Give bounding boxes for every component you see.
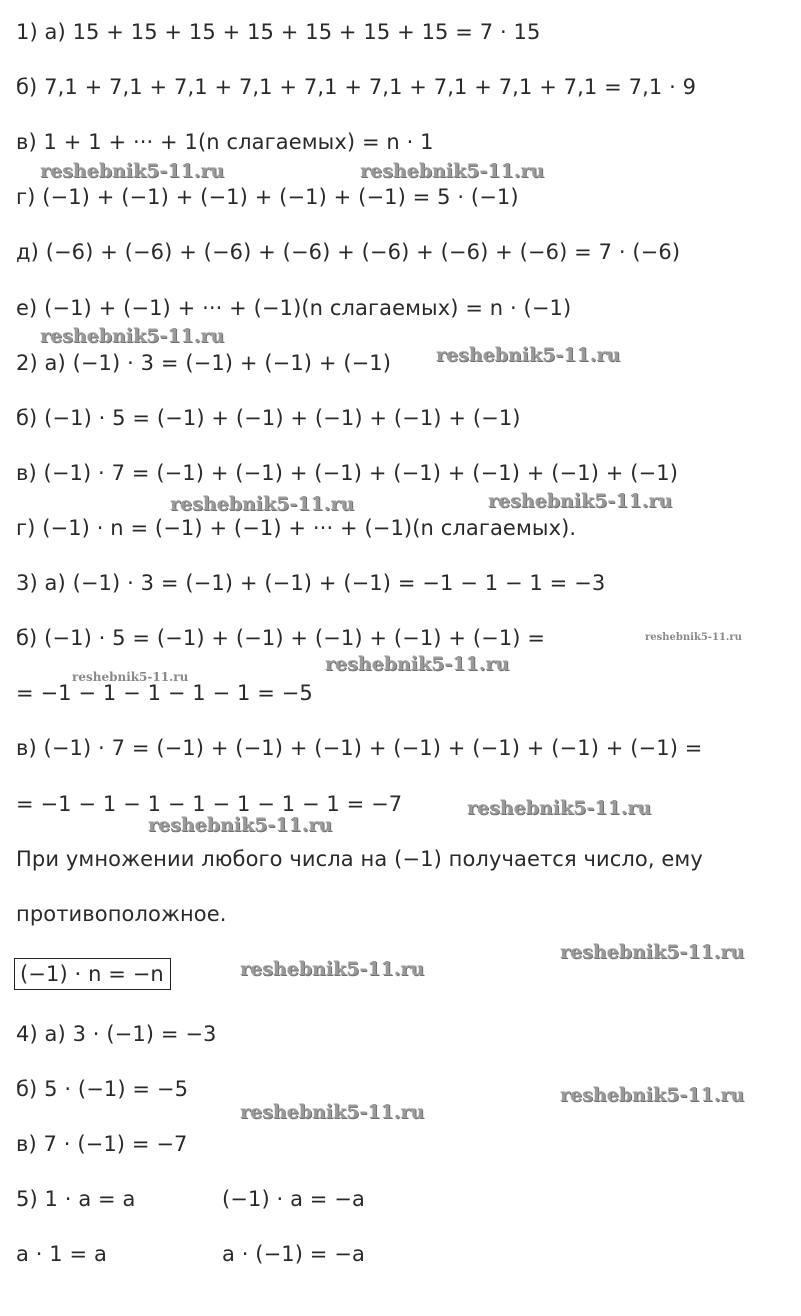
watermark: reshebnik5-11.ru (40, 325, 225, 347)
watermark: reshebnik5-11.ru (240, 958, 425, 980)
line-4a: 4) а) 3 · (−1) = −3 (16, 1022, 217, 1046)
line-2b: б) (−1) · 5 = (−1) + (−1) + (−1) + (−1) + (−1) (16, 406, 521, 430)
watermark: reshebnik5-11.ru (170, 493, 355, 515)
watermark: reshebnik5-11.ru (360, 160, 545, 182)
line-2a: 2) а) (−1) · 3 = (−1) + (−1) + (−1) (16, 351, 392, 375)
line-4v: в) 7 · (−1) = −7 (16, 1132, 188, 1156)
line-3b: б) (−1) · 5 = (−1) + (−1) + (−1) + (−1) + (−1) = (16, 626, 546, 650)
line-1g: г) (−1) + (−1) + (−1) + (−1) + (−1) = 5 · (−1) (16, 185, 519, 209)
line-1d: д) (−6) + (−6) + (−6) + (−6) + (−6) + (−6) + (−6) = 7 · (−6) (16, 240, 681, 264)
line-3v: в) (−1) · 7 = (−1) + (−1) + (−1) + (−1) + (−1) + (−1) + (−1) = (16, 736, 703, 760)
line-2g: г) (−1) · n = (−1) + (−1) + ··· + (−1)(n слагаемых). (16, 516, 577, 540)
line-5-left: 5) 1 · a = a (16, 1187, 136, 1211)
watermark: reshebnik5-11.ru (40, 160, 225, 182)
watermark: reshebnik5-11.ru (72, 670, 189, 684)
line-1v: в) 1 + 1 + ··· + 1(n слагаемых) = n · 1 (16, 130, 434, 154)
watermark: reshebnik5-11.ru (488, 490, 673, 512)
conclusion-line-1: При умножении любого числа на (−1) получается число, ему (16, 847, 703, 871)
watermark: reshebnik5-11.ru (560, 941, 745, 963)
rule-box: (−1) · n = −n (14, 958, 171, 990)
boxed-rule (14, 958, 171, 990)
line-4b: б) 5 · (−1) = −5 (16, 1077, 189, 1101)
line-3v-cont: = −1 − 1 − 1 − 1 − 1 − 1 − 1 = −7 (16, 792, 403, 816)
line-6-right: a · (−1) = −a (222, 1242, 365, 1266)
watermark: reshebnik5-11.ru (325, 653, 510, 675)
line-1b: б) 7,1 + 7,1 + 7,1 + 7,1 + 7,1 + 7,1 + 7,1 + 7,1 + 7,1 = 7,1 · 9 (16, 75, 697, 99)
conclusion-line-2: противоположное. (16, 902, 227, 926)
watermark: reshebnik5-11.ru (240, 1101, 425, 1123)
watermark: reshebnik5-11.ru (467, 797, 652, 819)
watermark: reshebnik5-11.ru (148, 814, 333, 836)
line-3b-cont: = −1 − 1 − 1 − 1 − 1 = −5 (16, 681, 313, 705)
watermark: reshebnik5-11.ru (560, 1084, 745, 1106)
line-1a: 1) а) 15 + 15 + 15 + 15 + 15 + 15 + 15 = 7 · 15 (16, 20, 541, 44)
line-2v: в) (−1) · 7 = (−1) + (−1) + (−1) + (−1) + (−1) + (−1) + (−1) (16, 461, 678, 485)
watermark: reshebnik5-11.ru (436, 344, 621, 366)
line-5-right: (−1) · a = −a (222, 1187, 365, 1211)
line-6-left: a · 1 = a (16, 1242, 107, 1266)
line-3a: 3) а) (−1) · 3 = (−1) + (−1) + (−1) = −1 − 1 − 1 = −3 (16, 571, 606, 595)
line-1e: е) (−1) + (−1) + ··· + (−1)(n слагаемых) = n · (−1) (16, 296, 572, 320)
watermark: reshebnik5-11.ru (645, 632, 742, 643)
